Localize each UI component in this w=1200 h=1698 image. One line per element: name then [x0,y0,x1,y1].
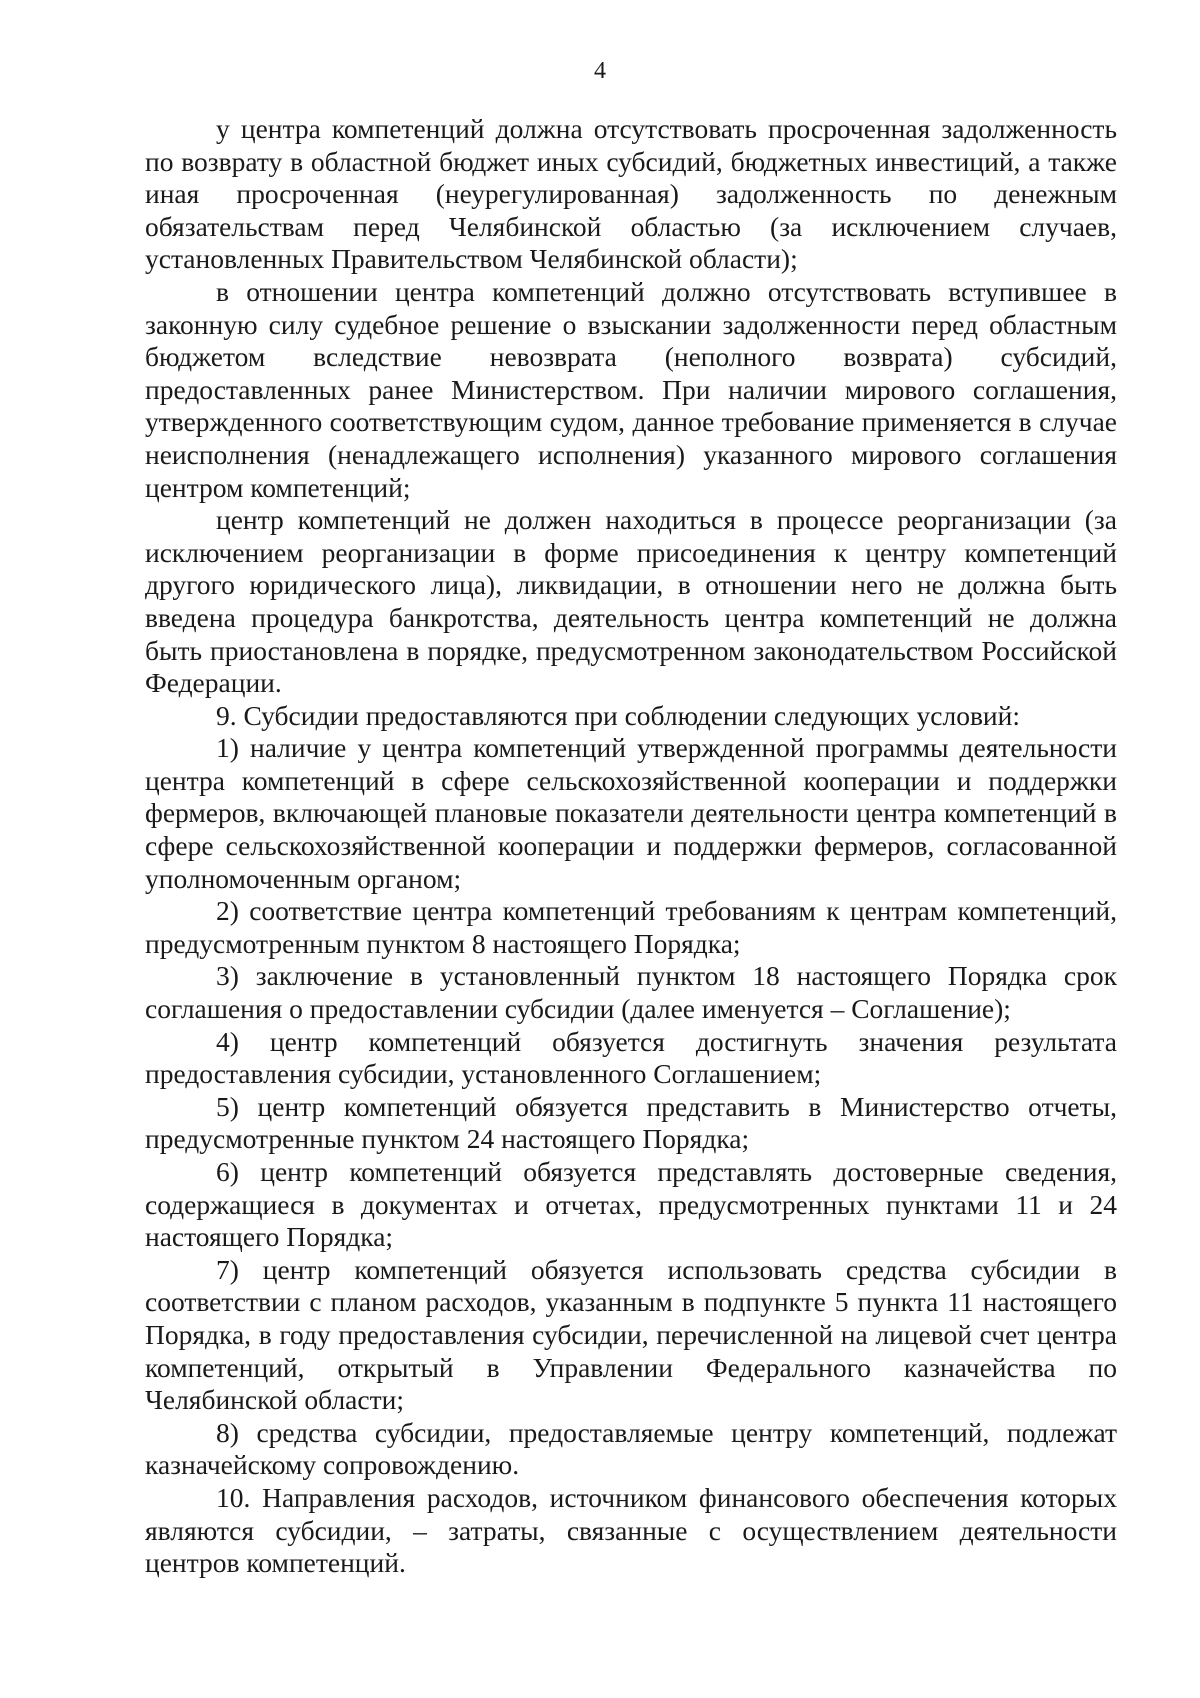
paragraph-court-decision: в отношении центра компетенций должно отсутствовать вступившее в законную силу судебное решение о взыскании задолженности перед областным бюджетом вследствие невозврата (неполного возврата) субсидий, предоставленных ранее Министерством. При наличии мирового соглашения, утвержденного соответствующим судом, данное требование применяется в случае неисполнения (ненадлежащего исполнения) указанного мирового соглашения центром компетенций; [145,275,1117,503]
page-number: 4 [594,58,606,84]
document-body [145,113,1117,1580]
paragraph-condition-5: 5) центр компетенций обязуется представить в Министерство отчеты, предусмотренные пунктом 24 настоящего Порядка; [145,1090,1117,1155]
paragraph-condition-2: 2) соответствие центра компетенций требованиям к центрам компетенций, предусмотренным пунктом 8 настоящего Порядка; [145,895,1117,959]
paragraph-section-9-heading: 9. Субсидии предоставляются при соблюдении следующих условий: [216,699,1020,731]
paragraph-overdue-debt: у центра компетенций должна отсутствовать просроченная задолженность по возврату в областной бюджет иных субсидий, бюджетных инвестиций, а также иная просроченная (неурегулированная) задолженность по денежным обязательствам перед Челябинской областью (за исключением случаев, установленных Правительством Челябинской области); [145,113,1117,275]
paragraph-section-10: 10. Направления расходов, источником финансового обеспечения которых являются субсидии, – затраты, связанные с осуществлением деятельности центров компетенций. [145,1481,1117,1579]
paragraph-condition-7: 7) центр компетенций обязуется использовать средства субсидии в соответствии с планом расходов, указанным в подпункте 5 пункта 11 настоящего Порядка, в году предоставления субсидии, перечисленной на лицевой счет центра компетенций, открытый в Управлении Федерального казначейства по Челябинской области; [145,1253,1117,1416]
paragraph-reorganization: центр компетенций не должен находиться в процессе реорганизации (за исключением реорганизации в форме присоединения к центру компетенций другого юридического лица), ликвидации, в отношении него не должна быть введена процедура банкротства, деятельность центра компетенций не должна быть приостановлена в порядке, предусмотренном законодательством Российской Федерации. [145,504,1117,699]
paragraph-condition-4: 4) центр компетенций обязуется достигнуть значения результата предоставления субсидии, установленного Соглашением; [145,1025,1117,1090]
paragraph-condition-3: 3) заключение в установленный пунктом 18 настоящего Порядка срок соглашения о предоставлении субсидии (далее именуется – Соглашение); [145,960,1117,1025]
paragraph-condition-8: 8) средства субсидии, предоставляемые центру компетенций, подлежат казначейскому сопровождению. [145,1416,1117,1481]
paragraph-condition-6: 6) центр компетенций обязуется представлять достоверные сведения, содержащиеся в документах и отчетах, предусмотренных пунктами 11 и 24 настоящего Порядка; [145,1156,1117,1253]
paragraph-condition-1: 1) наличие у центра компетенций утвержденной программы деятельности центра компетенций в сфере сельскохозяйственной кооперации и поддержки фермеров, включающей плановые показатели деятельности центра компетенций в сфере сельскохозяйственной кооперации и поддержки фермеров, согласованной уполномоченным органом; [145,732,1117,894]
